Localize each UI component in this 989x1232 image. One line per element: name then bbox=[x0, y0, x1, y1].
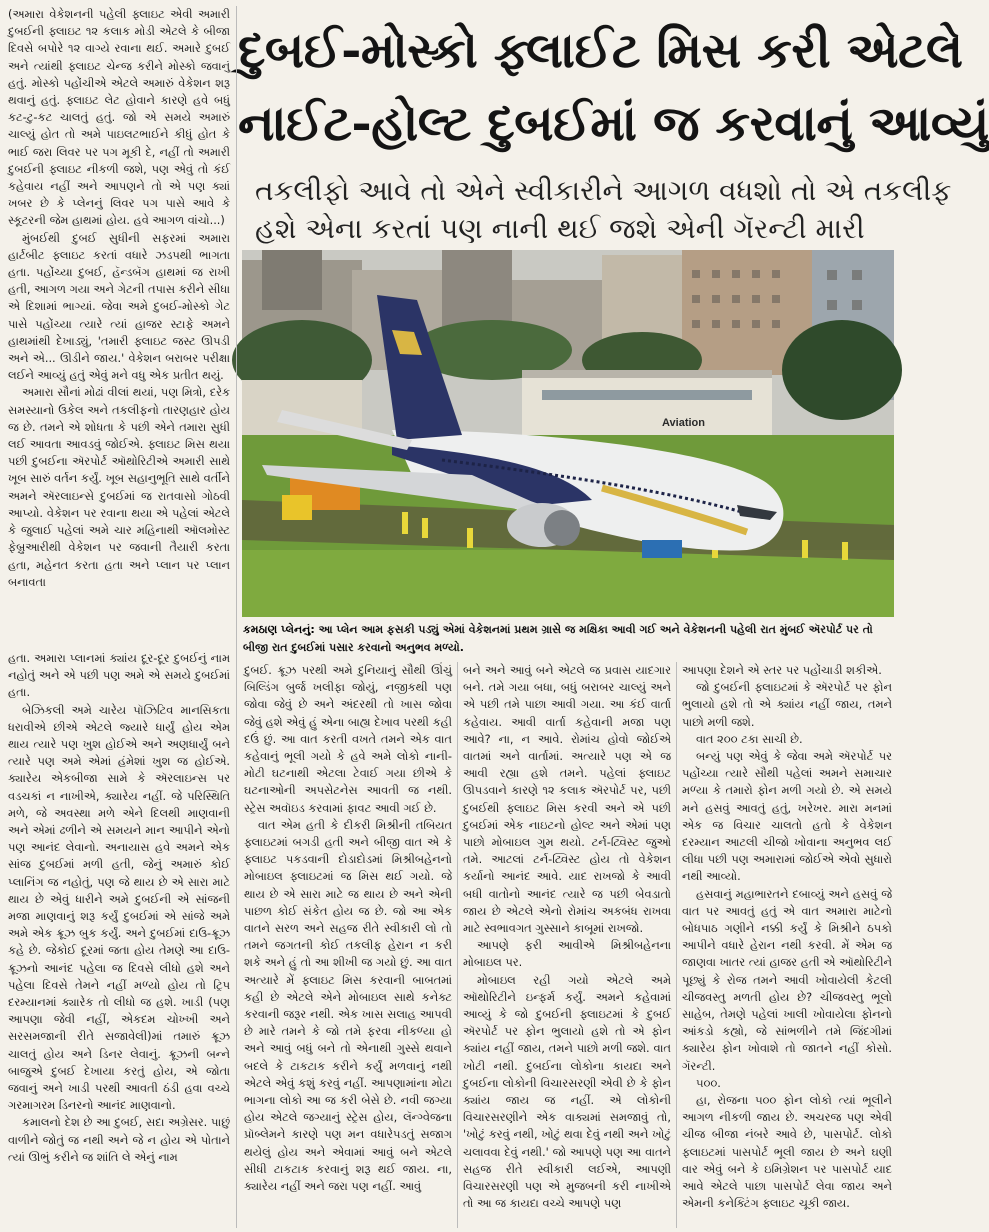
article-paragraph: ૫૦૦. bbox=[696, 1075, 721, 1090]
article-paragraph: હા, રોજના ૫૦૦ ફોન લોકો ત્યાં ભૂલીને આગળ નીકળી જાય છે. અચરજ પણ એવી ચીજ બીજા નંબરે આવે છે, પાસપોર્ટ. લોકો ફ્લાઇટમાં પાસપોર્ટ ભૂલી જાય છે અને ઘણી વાર એવું બને કે ઇમિગ્રેશન પર પાસપોર્ટ યાદ આવે એટલે પાછા પાસપોર્ટ લેવા જાય અને એમની કનેક્ટિંગ ફ્લાઇટ ચૂકી જાય. bbox=[682, 1093, 892, 1211]
article-paragraph: આપણા દેશને એ સ્તર પર પહોંચાડી શકીએ. bbox=[682, 663, 882, 677]
article-paragraph: મુંબઈથી દુબઈ સુધીની સફરમાં અમારા હાર્ટબીટ ફ્લાઇટ કરતાં વધારે ઝડપથી ભાગતા હતા. પહોંચ્યા દુબઈ, હૅન્ડબૅગ હાથમાં જ રાખી હતી, આગળ ગયા અને ગેટની તપાસ કરીને સીધા એ દિશામાં ભાગ્યાં. જેવા અમે દુબઈ-મોસ્કો ગેટ પાસે પહોંચ્યા ત્યારે ત્યાં હાજર સ્ટાફે અમને હાથમાંથી દેખાડ્યું, 'તમારી ફ્લાઇટ જસ્ટ ઊપડી અને એ... ઊડીને જાય.' વેકેશન બરાબર પરીક્ષા લઈને આવ્યું હતું એવું મને વધુ એક પ્રતીત થયું. bbox=[8, 230, 230, 383]
article-paragraph: દુબઈ. ક્રૂઝ પરથી અમે દુનિયાનું સૌથી ઊંચું બિલ્ડિંગ બુર્જ ખલીફા જોયું, નજીકથી પણ જોવા જેવું છે અને અંદરથી તો ખાસ જોવા જેવું હશે એવું હું એના બાહ્ય દેખાવ પરથી કહી દઉં છું. આ વાત કરતી વખતે તમને એક વાત કહેવાનું ભૂલી ગયો કે હવે અમે લોકો નાની-મોટી ઘટનાથી એટલા ટેવાઈ ગયા છીએ કે ઘટનાઓની અપસેટનેસ આવતી જ નથી. સ્ટ્રેસ અવૉઇડ કરવામાં ફાવટ આવી ગઈ છે. bbox=[244, 663, 452, 815]
aviation-sign: Aviation bbox=[662, 417, 705, 429]
article-paragraph: હસવાનું મહાભારતને દબાવ્યું અને હસવું જે વાત પર આવતું હતું એ વાત અમારા માટેનો બોધપાઠ ગણીને નક્કી કર્યું કે મિશ્રીને ઠપકો આપીને વધારે હેરાન નથી કરવી. મેં એમ જ જાણવા ખાતર ત્યાં હાજર હતી એ ઑથોરિટીને પૂછ્યું કે રોજ તમને આવી ખોવાયેલી કેટલી ચીજવસ્તુ મળતી હોય છે? ચીજવસ્તુ ભૂલો સાહેબ, તેમણે પહેલાં ખાલી ખોવાયેલા ફોનનો આંકડો કહ્યો, જે સાંભળીને તમે જિંદગીમાં ક્યારેય ફોન ખોવાશે તો જાતને નહીં કોસો. ગૅરન્ટી. bbox=[682, 886, 892, 1073]
article-paragraph: બને અને આવું બને એટલે જ પ્રવાસ યાદગાર બને. તમે ગયા બધા, બધું બરાબર ચાલ્યું અને એ પછી તમે પાછા આવી ગયા. આ કંઈ વાર્તા કહેવાય. આવી વાર્તા કહેવાની મજા પણ આવે? ના, ન આવે. રોમાંચ હોવો જોઈએ વાતમાં અને વાર્તામાં. અત્યારે પણ એ જ આવી રહ્યા હશે તમને. પહેલાં ફ્લાઇટ ઊપડવાને કારણે ૧૨ કલાક ઍરપોર્ટ પર, પછી દુબઈથી ફ્લાઇટ મિસ કરવી અને એ પછી દુબઈમાં એક નાઇટનો હોલ્ટ અને એમાં પણ પાછો મોબાઇલ ગુમ થયો. ટર્ન-ટ્વિસ્ટ જુઓ તમે. આટલાં ટર્ન-ટ્વિસ્ટ હોય તો વેકેશન કર્યાનો આનંદ આવે. યાદ રાખજો કે આવી બધી વાતોનો આનંદ ત્યારે જ પછી બેવડાતો જાય છે એટલે એનો રોમાંચ અકબંધ રાખવા માટે સ્વભાવગત ગુસ્સાને કાબૂમાં રાખજો. bbox=[463, 663, 671, 936]
article-column-3 bbox=[463, 662, 671, 1228]
airplane-photo bbox=[242, 250, 894, 617]
subheadline-line-2: હશે એના કરતાં પણ નાની થઈ જશે એની ગૅરન્ટી મારી bbox=[255, 212, 865, 245]
article-paragraph: મોબાઇલ રહી ગયો એટલે અમે ઑથોરિટીને ઇન્ફર્મ કર્યું. અમને કહેવામાં આવ્યું કે જો દુબઈની ફ્લાઇટમાં કે દુબઈ ઍરપોર્ટ પર ફોન ભુલાયો હશે તો એ ફોન ક્યાંય નહીં જાય, તમને પાછો મળી જશે. વાત ખોટી નથી. દુબઈના લોકોના કાયદા અને દુબઈના લોકોની વિચારસરણી એવી છે કે ફોન ક્યાંય જાય જ નહીં. એ લોકોની વિચારસરણીને એક વાક્યમાં સમજાવું તો, 'ખોટું કરવું નથી, ખોટું થવા દેવું નથી અને ખોટું ચલાવવા દેવું નથી.' જો આપણે પણ આ વાતને સહજ રીતે સ્વીકારી લઈએ, આપણી વિચારસરણી પણ એ મુજબની કરી નાખીએ તો આ જ કાયદા વચ્ચે આપણે પણ bbox=[463, 972, 671, 1211]
caption-text: આ પ્લેન આમ ફસકી પડ્યું એમાં વેકેશનમાં પ્રથમ ગ્રાસે જ મક્ષિકા આવી ગઈ અને વેકેશનની પહેલી રાત મુંબઈ ઍરપોર્ટ પર તો બીજી રાત દુબઈમાં પસાર કરવાનો અનુભવ મળ્યો. bbox=[243, 623, 873, 654]
caption-lead: કમઠાણ પ્લેનનું: bbox=[243, 623, 315, 636]
article-paragraph: અમારા સૌનાં મોઢાં વીલાં થયાં, પણ મિત્રો, દરેક સમસ્યાનો ઉકેલ અને તકલીફનો તારણહાર હોય જ છે. તમને એ શોધતા કે પછી એને તમારા સુધી લઈ આવતા આવડવું જોઈએ. ફ્લાઇટ મિસ થયા પછી દુબઈના ઍરપોર્ટ ઑથોરિટીએ અમારી સાથે ખૂબ સારું વર્તન કર્યું. ખૂબ સહાનુભૂતિ સાથે વર્તીને અમને ઍરલાઇન્સે દુબઈમાં જ રાતવાસો ગોઠવી આપ્યો. વેકેશન પર રવાના થયા એ પહેલાં એટલે કે જુલાઈ પહેલાં અમે ચાર મહિનાથી ઑલમોસ્ટ ફેબ્રુઆરીથી વેકેશન પર જવાની તૈયારી કરતા હતા, મહેનત કરતા હતા અને પ્લાન પર પ્લાન બનાવતા bbox=[8, 385, 230, 589]
photo-caption bbox=[243, 621, 895, 657]
headline-line-2: નાઈટ-હોલ્ટ દુબઈમાં જ કરવાનું આવ્યું bbox=[238, 94, 989, 152]
article-column-4 bbox=[682, 662, 892, 1228]
article-paragraph: કમાલનો દેશ છે આ દુબઈ, સદા અગ્રેસર. પાછું વાળીને જોતું જ નથી અને જે ન હોય એ પોતાને ત્યાં ઊભું કરીને જ શાંતિ લે એનું નામ bbox=[8, 1115, 230, 1164]
article-paragraph: બન્યું પણ એવું કે જેવા અમે ઍરપોર્ટ પર પહોંચ્યા ત્યારે સૌથી પહેલાં અમને સમાચાર મળ્યા કે તમારો ફોન મળી ગયો છે. એ સમયે મને હસવું આવતું હતું, ખરેખર. મારા મનમાં એક જ વિચાર ચાલતો હતો કે વેકેશન દરમ્યાન આટલી ચીજો ખોવાના અનુભવ લઈ લીધા પછી પણ અમારામાં જોઈએ એવો સુધારો નથી આવ્યો. bbox=[682, 749, 892, 884]
article-paragraph: (અમારા વેકેશનની પહેલી ફ્લાઇટ એવી અમારી દુબઈની ફ્લાઇટ ૧૨ કલાક મોડી એટલે કે બીજા દિવસે બપોરે ૧૨ વાગ્યે રવાના થઈ. અમારે દુબઈ અને ત્યાંથી ફ્લાઇટ ચેન્જ કરીને મોસ્કો જવાનું હતું. મોસ્કો પહોંચીએ એટલે અમારું વેકેશન શરૂ થવાનું હતું. ફ્લાઇટ લેટ હોવાને કારણે હવે બધું કટ-ટુ-કટ ચાલતું હતું. જો એ સમયે અમારું ચાલ્યું હોત તો અમે પાઇલટભાઈને કીધું હોત કે ભાઈ જરા લિવર પર પગ મૂકી દે, નહીં તો અમારી દુબઈની ફ્લાઇટ નીકળી જશે, પણ એવું તો કંઈ કહેવાય નહીં અને આપણને તો એ પણ ક્યાં ખબર છે કે પ્લેનનું લિવર પગ પાસે આવે કે સ્કૂટરની જેમ હાથમાં હોય. હવે આગળ વાંચો...) bbox=[8, 7, 230, 228]
article-paragraph: હતા. અમારા પ્લાનમાં ક્યાંય દૂર-દૂર દુબઈનું નામ નહોતું અને એ પછી પણ અમે એ સમયે દુબઈમાં હતા. bbox=[8, 651, 230, 700]
article-column-1-bottom bbox=[8, 650, 230, 1230]
article-column-2 bbox=[244, 662, 452, 1228]
column-divider bbox=[457, 662, 458, 1228]
article-paragraph: બેઝિકલી અમે ચારેય પૉઝિટિવ માનસિકતા ધરાવીએ છીએ એટલે જ્યારે ધાર્યું હોય એમ થાય ત્યારે પણ ખુશ હોઈએ અને અણધાર્યું બને ત્યારે પણ અમે એમાં હંમેશાં ખુશ જ હોઈએ. ક્યારેય એકબીજા સામે કે ઍરલાઇન્સ પર વડચકાં ન નાખીએ, ક્યારેય નહીં. જે પરિસ્થિતિ મળે, જે અવસ્થા મળે એને દિલથી માણવાની અને એમાં ઢળીને એ સમયને માન આપીને એનો પણ આનંદ લેવાનો. અનાયાસ હવે અમને એક સાંજ દુબઈમાં મળી હતી, જેનું અમારું કોઈ પ્લાનિંગ જ નહોતું, પણ જે થાય છે એ સારા માટે થાય છે એવું ધારીને અમે દુબઈની એ સાંજની મજા માણવાનું શરૂ કર્યું દુબઈમાં એ સાંજે અમે અમે એક ક્રૂઝ બુક કર્યું. અને દુબઈમાં દાઉ-ક્રૂઝ કહે છે. જેકોઈ દૂરમાં જતા હોય તેમણે આ દાઉ-ક્રૂઝનો આનંદ પહેલા જ દિવસે લીધો હશે અને પહેલા દિવસે તેમને નહીં મળ્યો હોય તો ટ્રિપ દરમ્યાનમાં ક્યારેક તો લીધો જ હશે. ખાડી (પણ આપણા જેવી નહીં, એકદમ ચોખ્ખી અને સરસમજાની રીતે સજાવેલી)માં તમારું ક્રૂઝ ચાલતું હોય અને ડિનર લેવાનું. ક્રૂઝની બન્ને બાજુએ દુબઈ દેખાયા કરતું હોય, એ જોતા જવાનું અને ખાડી પરથી આવતી ઠંડી હવા વચ્ચે ગરમાગરમ ડિનરનો આનંદ માણવાનો. bbox=[8, 702, 230, 1113]
article-column-1-top bbox=[8, 6, 230, 646]
subheadline-line-1: તકલીફો આવે તો એને સ્વીકારીને આગળ વધશો તો એ તકલીફ bbox=[255, 174, 952, 207]
article-paragraph: વાત ૨૦૦ ટકા સાચી છે. bbox=[696, 731, 803, 746]
column-divider bbox=[236, 6, 237, 1228]
column-divider bbox=[676, 662, 677, 1228]
article-paragraph: વાત એમ હતી કે દીકરી મિશ્રીની તબિયત ફ્લાઇટમાં બગડી હતી અને બીજી વાત એ કે ફ્લાઇટ પકડવાની દોડાદોડમાં મિશ્રીબહેનનો મોબાઇલ ફ્લાઇટમાં જ મિસ થઈ ગયો. જે થાય છે એ સારા માટે જ થાય છે અને એની પાછળ કોઈ સંકેત હોય જ છે. જો આ એક વાતને સરળ અને સહજ રીતે સ્વીકારી લો તો તમને જગતની કોઈ તકલીફ હેરાન ન કરી શકે અને હું તો આ શીખી જ ગયો છું. આ વાત અત્યારે મેં ફ્લાઇટ મિસ કરવાની બાબતમાં કહી છે એટલે એને મોબાઇલ સાથે કનેક્ટ કરવાની જરૂર નથી. એક ખાસ સલાહ આપવી છે મારે તમને કે જો તમે ફરવા નીકળ્યા હો અને આવું બધું બને તો એનાથી ગુસ્સે થવાને બદલે કે ટાકટાક કરીને કર્યું મળવાનું નથી એટલે એવું કશું કરવું નહીં. આપણામાંના મોટા ભાગના લોકો આ જ કરી બેસે છે. નવી જગ્યા હોય એટલે જગ્યાનું સ્ટ્રેસ હોય, લૅન્ગ્વેજના પ્રૉબ્લેમને કારણે પણ મન વધારેપડતું સજાગ થયેલું હોય અને એવામાં આવું બને એટલે સીધી ટાકટાક કરવાનું શરૂ થઈ જાય. ના, ક્યારેય નહીં અને જરા પણ નહીં. આવું bbox=[244, 817, 452, 1194]
article-paragraph: આપણે ફરી આવીએ મિશ્રીબહેનના મોબાઇલ પર. bbox=[463, 938, 671, 970]
headline-line-1: દુબઈ-મોસ્કો ફ્લાઈટ મિસ કરી એટલે bbox=[238, 21, 963, 79]
article-paragraph: જો દુબઈની ફ્લાઇટમાં કે ઍરપોર્ટ પર ફોન ભુલાયો હશે તો એ ક્યાંય નહીં જાય, તમને પાછો મળી જશે. bbox=[682, 680, 892, 729]
